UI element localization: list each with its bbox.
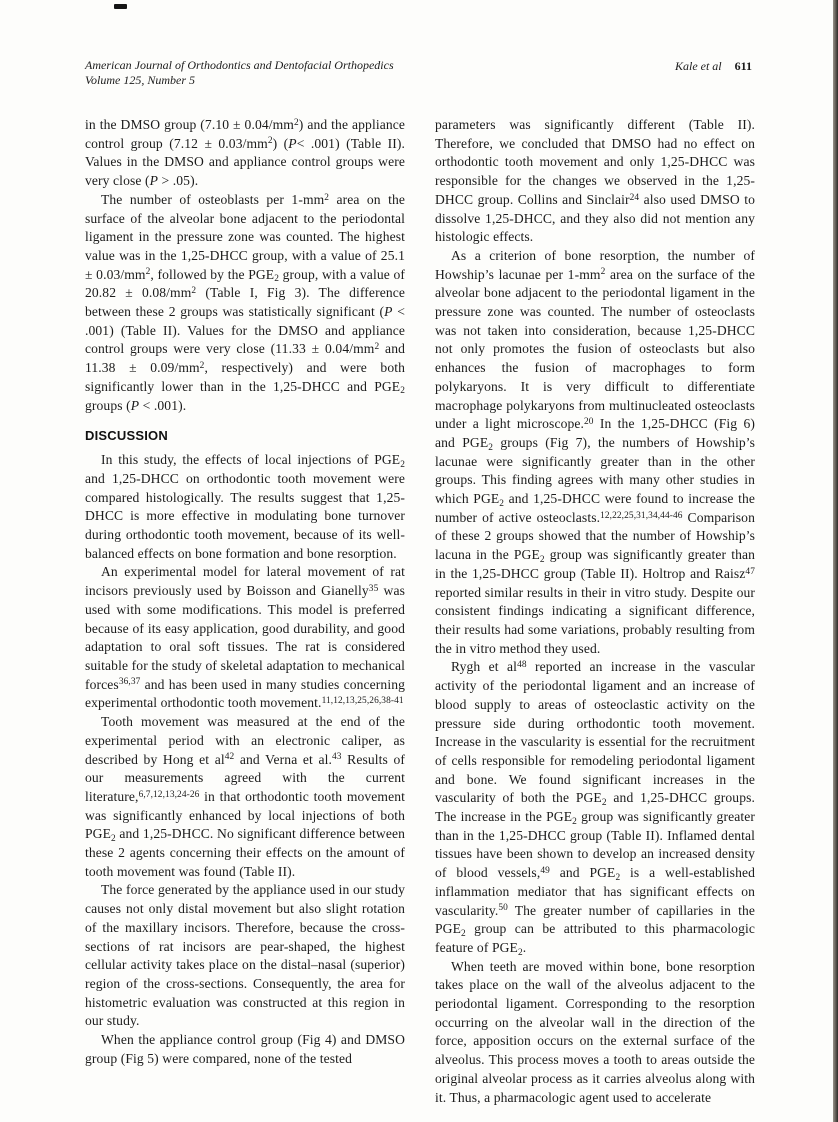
left-column (85, 116, 405, 1107)
running-head-authors: Kale et al (674, 59, 722, 73)
paragraph: The number of osteoblasts per $1-mm^2$ area on the surface of the alveolar bone adjacent to the periodontal ligament in the pressure zone was counted. The highest value was in the 1,25-DHCC group, with a value of $25.1 \pm 0.03/mm^2$, followed by the $PGE_2$ group, with a value of $20.82 \pm 0.08/mm^2$ (Table I, Fig 3). The difference between these 2 groups was statistically significant (P < .001) (Table II). Values for the DMSO and appliance control groups were very close ($11.33 \pm 0.04/mm^2$ and $11.38 \pm 0.09/mm^2$, respectively) and were both significantly lower than in the 1,25-DHCC and $PGE_2$ groups (P < .001). (85, 191, 405, 413)
reference-superscript: 47 (745, 566, 755, 577)
reference-superscript: 2 (199, 360, 205, 371)
chemical-subscript: 2 (499, 498, 505, 509)
paragraph: When teeth are moved within bone, bone resorption takes place on the wall of the alveolus adjacent to the periodontal ligament. Corresponding to the resorption occurring on the alveolar wall in the direction of the force, apposition occurs on the external surface of the alveolus. This process moves a tooth to areas outside the original alveolar process as it carries alveolus along with it. Thus, a pharmacologic agent used to accelerate (435, 958, 755, 1105)
chemical-subscript: 2 (400, 459, 405, 470)
chemical-subscript: 2 (488, 442, 494, 453)
journal-info (85, 58, 394, 87)
reference-superscript: 11,12,13,25,26,38-41 (321, 696, 404, 707)
reference-superscript: 2 (600, 267, 606, 278)
italic-term: P (149, 173, 159, 189)
chemical-subscript: 2 (274, 274, 279, 285)
reference-superscript: 43 (332, 752, 342, 763)
paragraph: The force generated by the appliance used in our study causes not only distal movement but also slight rotation of the maxillary incisors. Therefore, because the cross-sections of rat incisors are pear-shaped, the highest cellular activity takes place on the distal–nasal (superior) region of the cross-sections. Consequently, the area for histometric evaluation was constructed at this region in our study. (85, 882, 405, 1029)
running-head (675, 58, 752, 74)
chemical-subscript: 2 (517, 947, 523, 958)
journal-title: American Journal of Orthodontics and Dentofacial Orthopedics (85, 58, 394, 72)
scan-edge (833, 0, 838, 1122)
right-column (435, 116, 755, 1107)
reference-superscript: 20 (584, 417, 594, 428)
chemical-subscript: 2 (460, 928, 466, 939)
chemical-subscript: 2 (601, 797, 607, 808)
scan-artifact (114, 4, 127, 9)
reference-superscript: 2 (145, 267, 151, 278)
paragraph: Rygh et $al^{48}$ reported an increase in the vascular activity of the periodontal ligament and an increase of blood supply to areas of osteoclastic activity on the pressure side during orthodontic tooth movement. Increase in the vascularity is essential for the recruitment of cells responsible for remodeling periodontal ligament and bone. We found significant increases in the vascularity of both the $PGE_2$ and 1,25-DHCC groups. The increase in the $PGE_2$ group was significantly greater than in the 1,25-DHCC group (Table II). Inflamed dental tissues have been shown to develop an increased density of blood vessels,$^{49}$ and $PGE_2$ is a well-established inflammation mediator that has significant effects on vascularity.$^{50}$ The greater number of capillaries in the $PGE_2$ group can be attributed to this pharmacologic feature of $PGE_2$. (435, 659, 755, 958)
chemical-subscript: 2 (110, 833, 116, 844)
journal-volume-line: Volume 125, Number 5 (85, 72, 195, 87)
page-number: 611 (734, 59, 752, 73)
paragraph: in the DMSO group $(7.10 \pm 0.04/mm^2)$ and the appliance control group $(7.12 \pm 0.03/mm^2)$ (P< .001) (Table II). Values in the DMSO and appliance control groups were very close (P > .05). (85, 117, 406, 189)
paragraph: An experimental model for lateral movement of rat incisors previously used by Boisson and Gianelly$^{35}$ was used with some modifications. This model is preferred because of its easy application, good durability, and good adaptation to oral soft tissues. The rat is considered suitable for the study of skeletal adaptation to mechanical forces$^{36,37}$ and has been used in many studies concerning experimental orthodontic tooth movement.$^{11,12,13,25,26,38-41}$ (85, 564, 405, 711)
paragraph: parameters was significantly different (Table II). Therefore, we concluded that DMSO had no effect on orthodontic tooth movement and only 1,25-DHCC was responsible for the changes we observed in the 1,25-DHCC group. Collins and Sinclair$^{24}$ also used DMSO to dissolve 1,25-DHCC, and they also did not mention any histologic effects. (435, 117, 755, 245)
reference-superscript: 2 (324, 192, 330, 203)
reference-superscript: 35 (368, 583, 379, 594)
paragraph: When the appliance control group (Fig 4) and DMSO group (Fig 5) were compared, none of the tested (85, 1032, 405, 1066)
article-body (85, 116, 755, 1107)
reference-superscript: 2 (267, 136, 273, 147)
reference-superscript: 6,7,12,13,24-26 (138, 789, 200, 800)
reference-superscript: 36,37 (118, 677, 141, 688)
italic-term: P (288, 135, 297, 151)
paragraph: As a criterion of bone resorption, the number of Howship’s lacunae per $1-mm^2$ area on the surface of the alveolar bone adjacent to the periodontal ligament in the pressure zone was counted. The number of osteoclasts was not taken into consideration, because 1,25-DHCC not only promotes the fusion of osteoclasts but also enhances the fusion of macrophages to form polykaryons. It is very difficult to differentiate macrophage polykaryons from multinucleated osteoclasts under a light microscope.$^{20}$ In the 1,25-DHCC (Fig 6) and $PGE_2$ groups (Fig 7), the numbers of Howship’s lacunae were significantly greater than in the other groups. This finding agrees with many other studies in which $PGE_2$ and 1,25-DHCC were found to increase the number of active osteoclasts.$^{12,22,25,31,34,44-46}$ Comparison of these 2 groups showed that the number of Howship’s lacuna in the $PGE_2$ group was significantly greater than in the 1,25-DHCC group (Table II). Holtrop and Raisz$^{47}$ reported similar results in their in vitro study. Despite our consistent findings indicating a significant difference, their results had some variations, probably resulting from the in vitro method they used. (435, 247, 756, 656)
italic-term: P (130, 397, 140, 413)
paragraph: In this study, the effects of local injections of $PGE_2$ and 1,25-DHCC on orthodontic tooth movement were compared histologically. The results suggest that 1,25-DHCC is more effective in modulating bone turnover during orthodontic tooth movement, because of its well-balanced effects on bone formation and bone resorption. (85, 452, 405, 561)
page-header (85, 58, 752, 87)
chemical-subscript: 2 (615, 872, 621, 883)
chemical-subscript: 2 (539, 554, 545, 565)
reference-superscript: 49 (540, 865, 550, 876)
reference-superscript: 48 (517, 660, 527, 671)
reference-superscript: 2 (293, 117, 299, 128)
reference-superscript: 50 (498, 903, 508, 914)
paragraph: Tooth movement was measured at the end of the experimental period with an electronic caliper, as described by Hong et $al^{42}$ and Verna et al.$^{43}$ Results of our measurements agreed with the current literature,$^{6,7,12,13,24-26}$ in that orthodontic tooth movement was significantly enhanced by local injections of both $PGE_2$ and 1,25-DHCC. No significant difference between these 2 agents concerning their effects on the amount of tooth movement was found (Table II). (85, 714, 405, 879)
reference-superscript: 12,22,25,31,34,44-46 (600, 510, 683, 521)
section-heading: DISCUSSION (85, 428, 168, 444)
reference-superscript: 42 (224, 752, 235, 763)
reference-superscript: 2 (374, 342, 380, 353)
chemical-subscript: 2 (572, 816, 577, 827)
reference-superscript: 2 (191, 286, 197, 297)
reference-superscript: 24 (629, 192, 640, 203)
italic-term: P (384, 304, 393, 320)
chemical-subscript: 2 (400, 386, 405, 397)
